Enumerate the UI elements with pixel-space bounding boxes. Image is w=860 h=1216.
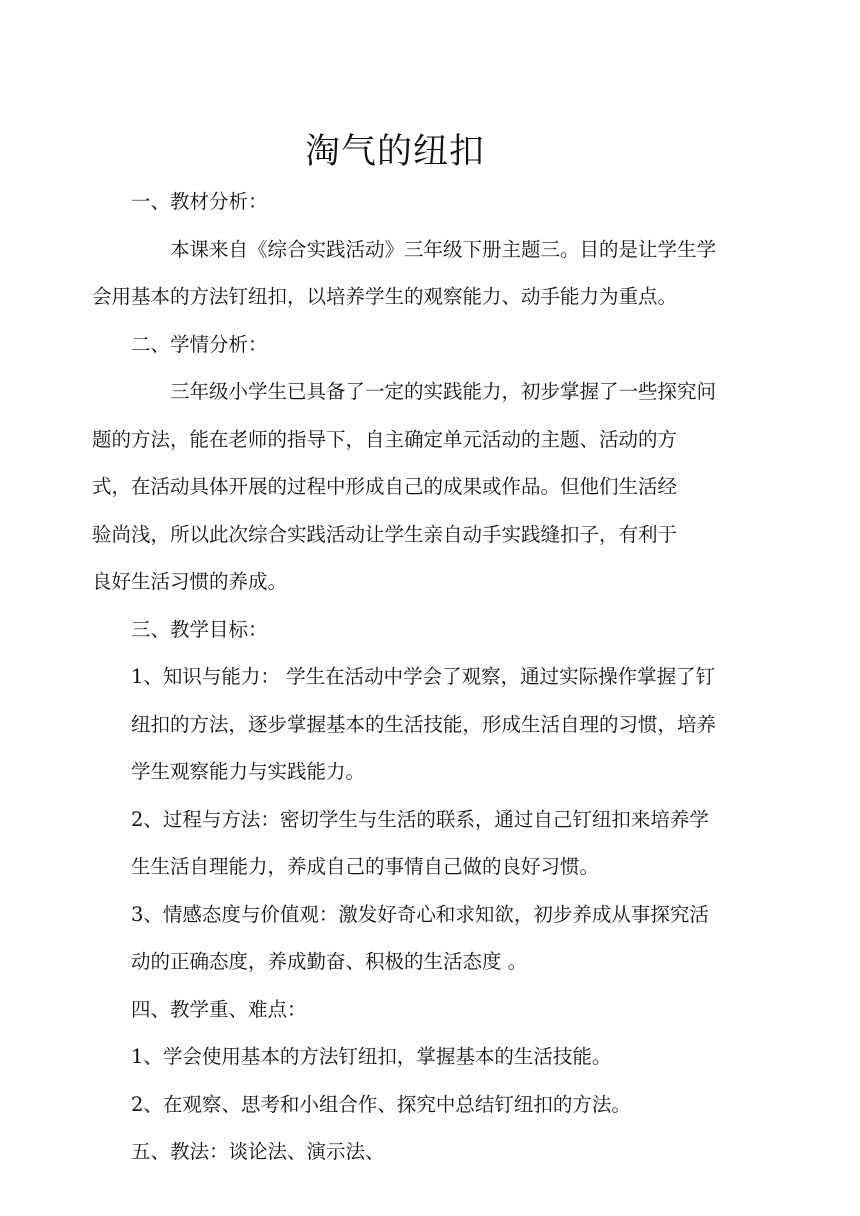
heading-teaching-methods: 五、教法：谈论法、演示法、 bbox=[131, 1140, 385, 1163]
goal-emotion-values bbox=[131, 891, 731, 986]
paragraph-line: 学生观察能力与实践能力。 bbox=[131, 760, 366, 783]
key-point-1: 1、学会使用基本的方法钉纽扣，掌握基本的生活技能。 bbox=[131, 1045, 612, 1068]
key-point-2: 2、在观察、思考和小组合作、探究中总结钉纽扣的方法。 bbox=[131, 1092, 631, 1116]
paragraph-student-analysis bbox=[92, 368, 731, 606]
paragraph-line: 题的方法，能在老师的指导下，自主确定单元活动的主题、活动的方 bbox=[92, 427, 678, 451]
heading-key-difficult-points: 四、教学重、难点： bbox=[131, 997, 307, 1021]
goal-knowledge-ability bbox=[131, 653, 731, 796]
paragraph-line: 生生活自理能力，养成自己的事情自己做的良好习惯。 bbox=[131, 855, 600, 878]
paragraph-line: 良好生活习惯的养成。 bbox=[92, 570, 288, 593]
goal-process-method bbox=[131, 796, 731, 891]
paragraph-line: 验尚浅，所以此次综合实践活动让学生亲自动手实践缝扣子，有利于 bbox=[92, 522, 678, 546]
paragraph-line: 本课来自《综合实践活动》三年级下册主题三。目的是让学生学 bbox=[170, 237, 717, 261]
paragraph-line: 2、过程与方法：密切学生与生活的联系，通过自己钉纽扣来培养学 bbox=[131, 807, 709, 831]
paragraph-textbook-analysis bbox=[92, 226, 731, 321]
paragraph-line: 纽扣的方法，逐步掌握基本的生活技能，形成生活自理的习惯，培养 bbox=[131, 712, 717, 736]
heading-textbook-analysis: 一、教材分析： bbox=[131, 190, 268, 213]
heading-student-analysis: 二、学情分析： bbox=[131, 332, 268, 356]
paragraph-line: 会用基本的方法钉纽扣，以培养学生的观察能力、动手能力为重点。 bbox=[92, 285, 678, 308]
heading-teaching-goals: 三、教学目标： bbox=[131, 617, 268, 641]
document-body bbox=[92, 178, 731, 1176]
paragraph-line: 动的正确态度，养成勤奋、积极的生活态度 。 bbox=[131, 950, 528, 973]
document-title: 淘气的纽扣 bbox=[304, 132, 485, 172]
paragraph-line: 三年级小学生已具备了一定的实践能力，初步掌握了一些探究问 bbox=[170, 380, 717, 403]
paragraph-line: 式，在活动具体开展的过程中形成自己的成果或作品。但他们生活经 bbox=[92, 475, 678, 498]
paragraph-line: 1、知识与能力： 学生在活动中学会了观察，通过实际操作掌握了钉 bbox=[131, 665, 716, 688]
paragraph-line: 3、情感态度与价值观：激发好奇心和求知欲，初步养成从事探究活 bbox=[131, 902, 709, 926]
